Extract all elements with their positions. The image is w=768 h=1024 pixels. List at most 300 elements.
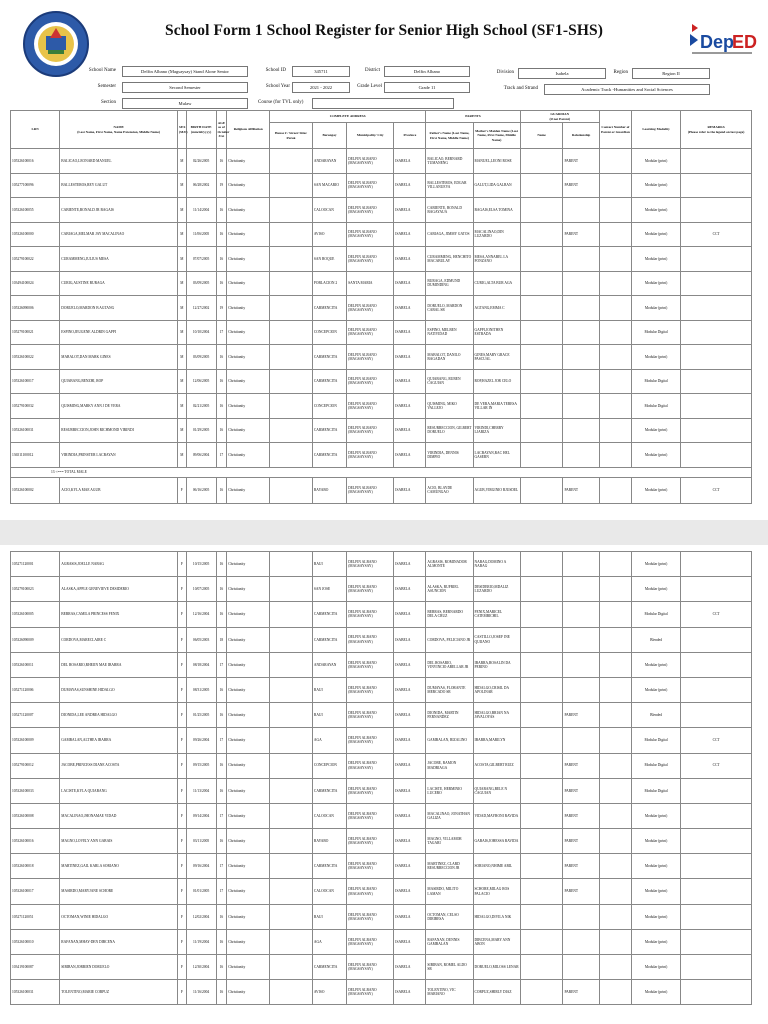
house-cell — [270, 443, 313, 468]
mother-cell: FENIX,MARICEL CATEMBICHIL — [473, 602, 520, 627]
father-cell: ESPINO, MELBEN NATIVIDAD — [426, 320, 473, 345]
lrn-cell: 105279100021 — [11, 320, 60, 345]
remarks-cell — [681, 296, 752, 321]
learning-cell: Modular (print) — [631, 296, 680, 321]
table-row — [11, 222, 752, 247]
age-cell: 16 — [216, 778, 227, 803]
name-cell: MABALOT,DAN MARK GINES — [60, 345, 178, 370]
religion-cell: Christianity — [227, 879, 270, 904]
municipality-cell: DELFIN ALBANO (MAGSAYSAY) — [347, 703, 394, 728]
relationship-cell — [563, 394, 599, 419]
col-parents: PARENTS — [426, 111, 520, 123]
lrn-cell: 105271120001 — [11, 552, 60, 577]
guardian-cell — [520, 677, 563, 702]
province-cell: ISABELA — [394, 703, 426, 728]
guardian-cell — [520, 173, 563, 198]
relationship-cell — [563, 904, 599, 929]
birthdate-cell: 08/31/2005 — [186, 677, 216, 702]
father-cell: ACIO, BLAYDE CAMUNGAO — [426, 477, 473, 503]
religion-cell: Christianity — [227, 552, 270, 577]
barangay-cell: BAUI — [312, 904, 346, 929]
table-row — [11, 198, 752, 223]
name-cell: QUIABANG,BENZHI, ROP — [60, 369, 178, 394]
contact-cell — [599, 627, 631, 652]
father-cell: BALICAO, BERNARD TUMANENG — [426, 149, 473, 174]
barangay-cell: CARMENCITA — [312, 345, 346, 370]
province-cell: ISABELA — [394, 271, 426, 296]
province-cell: ISABELA — [394, 652, 426, 677]
section-field: Mulaw — [122, 98, 248, 109]
guardian-cell — [520, 477, 563, 503]
learning-cell: Modular Digital — [631, 753, 680, 778]
barangay-cell: CARMENCITA — [312, 627, 346, 652]
region-label: Region — [613, 70, 628, 75]
name-cell: SIBIBAN,JORRIEN DORUELO — [60, 955, 178, 980]
house-cell — [270, 929, 313, 954]
name-cell: AGRASIS,JOELLE NABAG — [60, 552, 178, 577]
school-year-field: 2021 - 2022 — [292, 82, 350, 93]
house-cell — [270, 418, 313, 443]
name-cell: QUISMING,MARKY ANN J DE VERA — [60, 394, 178, 419]
sex-cell: F — [178, 728, 187, 753]
remarks-cell — [681, 879, 752, 904]
house-cell — [270, 955, 313, 980]
remarks-cell — [681, 627, 752, 652]
barangay-cell: CARMENCITA — [312, 418, 346, 443]
name-cell: TOLENTINO,MARIE CORPUZ — [60, 980, 178, 1005]
lrn-cell: 105326100017 — [11, 879, 60, 904]
mother-cell: MESA,ANNABEL LA FONZANO — [473, 247, 520, 272]
house-cell — [270, 879, 313, 904]
course-field — [312, 98, 454, 109]
col-municipality: Municipality/ City — [347, 123, 394, 149]
religion-cell: Christianity — [227, 803, 270, 828]
municipality-cell: DELFIN ALBANO (MAGSAYSAY) — [347, 320, 394, 345]
father-cell: DORUELO, MARDON CABAL SR — [426, 296, 473, 321]
age-cell: 17 — [216, 443, 227, 468]
svg-text:ED: ED — [732, 32, 758, 52]
religion-cell: Christianity — [227, 829, 270, 854]
father-cell: TOLENTINO, VIC MARIANO — [426, 980, 473, 1005]
house-cell — [270, 271, 313, 296]
guardian-cell — [520, 803, 563, 828]
name-cell: ACIO,KYLA MAE AGUB — [60, 477, 178, 503]
name-cell: MACALINAO,JHONAMAE VIDAD — [60, 803, 178, 828]
sex-cell: F — [178, 677, 187, 702]
lrn-cell: 105326100011 — [11, 652, 60, 677]
father-cell: BALLESTEROS, EDGAR VILLANUEVA — [426, 173, 473, 198]
religion-cell: Christianity — [227, 222, 270, 247]
father-cell: GAMBALAN, RIZALINO — [426, 728, 473, 753]
father-cell: ALASKA, RUFRIEL ASUNCION — [426, 577, 473, 602]
learning-cell: Modular (print) — [631, 149, 680, 174]
barangay-cell: CARMENCITA — [312, 854, 346, 879]
province-cell: ISABELA — [394, 320, 426, 345]
relationship-cell — [563, 728, 599, 753]
province-cell: ISABELA — [394, 929, 426, 954]
father-cell: MARTINEZ, CLARD RESURRECCION JR — [426, 854, 473, 879]
barangay-cell: CARMENCITA — [312, 602, 346, 627]
lrn-cell: 105326090006 — [11, 296, 60, 321]
sex-cell: F — [178, 753, 187, 778]
contact-cell — [599, 753, 631, 778]
register-table-females — [10, 551, 752, 1005]
relationship-cell — [563, 320, 599, 345]
contact-cell — [599, 854, 631, 879]
age-cell: 16 — [216, 904, 227, 929]
page-gap — [0, 520, 768, 545]
province-cell: ISABELA — [394, 879, 426, 904]
municipality-cell: DELFIN ALBANO (MAGSAYSAY) — [347, 829, 394, 854]
sex-cell: F — [178, 955, 187, 980]
municipality-cell: DELFIN ALBANO (MAGSAYSAY) — [347, 652, 394, 677]
house-cell — [270, 980, 313, 1005]
province-cell: ISABELA — [394, 222, 426, 247]
religion-cell: Christianity — [227, 854, 270, 879]
barangay-cell: SAN MACARIO — [312, 173, 346, 198]
birthdate-cell: 09/14/2004 — [186, 803, 216, 828]
name-cell: MARTINEZ,GAIL KARLA SORIANO — [60, 854, 178, 879]
table-row — [11, 271, 752, 296]
deped-logo — [686, 20, 756, 60]
guardian-cell — [520, 198, 563, 223]
municipality-cell: DELFIN ALBANO (MAGSAYSAY) — [347, 778, 394, 803]
mother-cell: DIBCENA,MARY ANN ABON — [473, 929, 520, 954]
guardian-cell — [520, 652, 563, 677]
house-cell — [270, 577, 313, 602]
sex-cell: M — [178, 345, 187, 370]
mother-cell: BAGAIS,ELSA TOMINA — [473, 198, 520, 223]
mother-cell: AGTANG,EMMA C — [473, 296, 520, 321]
father-cell: BERRAS, BERNARDO DELA CRUZ — [426, 602, 473, 627]
municipality-cell: DELFIN ALBANO (MAGSAYSAY) — [347, 149, 394, 174]
father-cell: MASIRDO, MILITO LAMAN — [426, 879, 473, 904]
lrn-cell: 105326100005 — [11, 602, 60, 627]
relationship-cell — [563, 577, 599, 602]
col-guardian-name: Name — [520, 123, 563, 149]
relationship-cell — [563, 247, 599, 272]
mother-cell: MACALINAO,DIN LUZARDO — [473, 222, 520, 247]
table-row — [11, 345, 752, 370]
mother-cell: CURIG,ALTA BUR AGA — [473, 271, 520, 296]
lrn-cell: 105326100010 — [11, 929, 60, 954]
sex-cell: F — [178, 602, 187, 627]
birthdate-cell: 03/09/2005 — [186, 345, 216, 370]
age-cell: 16 — [216, 222, 227, 247]
relationship-cell — [563, 418, 599, 443]
guardian-cell — [520, 627, 563, 652]
relationship-cell: PARENT — [563, 803, 599, 828]
age-cell: 16 — [216, 369, 227, 394]
house-cell — [270, 677, 313, 702]
age-cell: 17 — [216, 803, 227, 828]
relationship-cell: PARENT — [563, 477, 599, 503]
relationship-cell: PARENT — [563, 222, 599, 247]
father-cell: DIONIDA, MARTIN FERNANDEZ — [426, 703, 473, 728]
municipality-cell: DELFIN ALBANO (MAGSAYSAY) — [347, 627, 394, 652]
age-cell: 19 — [216, 173, 227, 198]
lrn-cell: 105326090009 — [11, 627, 60, 652]
contact-cell — [599, 320, 631, 345]
mother-cell: SORIANO,NHIME ABIL — [473, 854, 520, 879]
learning-cell: Modular (print) — [631, 904, 680, 929]
barangay-cell: BAUI — [312, 677, 346, 702]
municipality-cell: DELFIN ALBANO (MAGSAYSAY) — [347, 904, 394, 929]
lrn-cell: 105326100002 — [11, 477, 60, 503]
province-cell: ISABELA — [394, 803, 426, 828]
age-cell: 16 — [216, 677, 227, 702]
mother-cell: IBARRA,MARILYN — [473, 728, 520, 753]
remarks-cell — [681, 271, 752, 296]
contact-cell — [599, 477, 631, 503]
guardian-cell — [520, 296, 563, 321]
mother-cell: ACOSTA,GILBERT RUIZ — [473, 753, 520, 778]
age-cell: 16 — [216, 577, 227, 602]
grade-level-label: Grade Level — [357, 84, 382, 89]
father-cell: JACOBE, RAMON MADRIAGA — [426, 753, 473, 778]
col-name: NAME (Last Name, First Name, Name Extension, Middle Name) — [60, 111, 178, 149]
mother-cell: AGUB,VIRGINIO RJUSDEL — [473, 477, 520, 503]
relationship-cell — [563, 602, 599, 627]
contact-cell — [599, 577, 631, 602]
relationship-cell — [563, 929, 599, 954]
learning-cell: Modular (print) — [631, 443, 680, 468]
learning-cell: Modular (print) — [631, 198, 680, 223]
sex-cell: M — [178, 394, 187, 419]
age-cell: 16 — [216, 602, 227, 627]
municipality-cell: DELFIN ALBANO (MAGSAYSAY) — [347, 803, 394, 828]
lrn-cell: 105326100033 — [11, 778, 60, 803]
contact-cell — [599, 778, 631, 803]
remarks-cell — [681, 854, 752, 879]
remarks-cell — [681, 345, 752, 370]
name-cell: RAFANAN,MHAY-DEN DIBCENA — [60, 929, 178, 954]
birthdate-cell: 11/06/2005 — [186, 222, 216, 247]
table-row — [11, 980, 752, 1005]
barangay-cell: CALOOCAN — [312, 879, 346, 904]
learning-cell: Modular (print) — [631, 418, 680, 443]
col-learning: Learning Modality — [631, 111, 680, 149]
col-age: AGE as of October 31st — [216, 111, 227, 149]
remarks-cell — [681, 955, 752, 980]
birthdate-cell: 09/06/2004 — [186, 443, 216, 468]
house-cell — [270, 728, 313, 753]
guardian-cell — [520, 728, 563, 753]
remarks-cell — [681, 198, 752, 223]
barangay-cell: CONCEPCION — [312, 320, 346, 345]
birthdate-cell: 12/30/2004 — [186, 955, 216, 980]
municipality-cell: DELFIN ALBANO (MAGSAYSAY) — [347, 753, 394, 778]
father-cell: RESURRECCION, GILBERT DORUELO — [426, 418, 473, 443]
birthdate-cell: 06/05/2003 — [186, 627, 216, 652]
birthdate-cell: 10/15/2005 — [186, 552, 216, 577]
province-cell: ISABELA — [394, 728, 426, 753]
birthdate-cell: 02/21/2005 — [186, 394, 216, 419]
col-birthdate: BIRTH DATE (mm/dd/yyyy) — [186, 111, 216, 149]
house-cell — [270, 778, 313, 803]
guardian-cell — [520, 904, 563, 929]
mother-cell: CASTILLO,JOSEF INE QUIJANO — [473, 627, 520, 652]
guardian-cell — [520, 753, 563, 778]
father-cell: MACALINAO, JONATHAN GALIZA — [426, 803, 473, 828]
house-cell — [270, 198, 313, 223]
name-cell: CABIENTE,RONALD JR BAGAIS — [60, 198, 178, 223]
barangay-cell: CALOOCAN — [312, 198, 346, 223]
col-mother: Mother's Maiden Name (Last Name, First Name, Middle Name) — [473, 123, 520, 149]
birthdate-cell: 12/06/2005 — [186, 369, 216, 394]
name-cell: DEL ROSARIO,RHEJIN MAE IBARRA — [60, 652, 178, 677]
sex-cell: F — [178, 904, 187, 929]
table-row — [11, 829, 752, 854]
relationship-cell: PARENT — [563, 879, 599, 904]
contact-cell — [599, 443, 631, 468]
mother-cell: VIDAD,MAYRONI RAVIDA — [473, 803, 520, 828]
division-field: Isabela — [518, 68, 606, 79]
age-cell: 16 — [216, 955, 227, 980]
contact-cell — [599, 703, 631, 728]
municipality-cell: SANTA MARIA — [347, 271, 394, 296]
house-cell — [270, 627, 313, 652]
remarks-cell: CCT — [681, 753, 752, 778]
name-cell: MAGNO,LOVELY ANN GABAIS — [60, 829, 178, 854]
barangay-cell: SAN ROQUE — [312, 247, 346, 272]
name-cell: OCTOMAN,WINIE HIDALGO — [60, 904, 178, 929]
name-cell: CURIG,AUSTINE BURAGA — [60, 271, 178, 296]
learning-cell: Modular Digital — [631, 778, 680, 803]
house-cell — [270, 904, 313, 929]
religion-cell: Christianity — [227, 980, 270, 1005]
sex-cell: M — [178, 443, 187, 468]
father-cell: CABIENTE, RONALD BAGAYAUA — [426, 198, 473, 223]
lrn-cell: 105271120007 — [11, 703, 60, 728]
sex-cell: F — [178, 703, 187, 728]
barangay-cell: AVISO — [312, 222, 346, 247]
religion-cell: Christianity — [227, 677, 270, 702]
religion-cell: Christianity — [227, 198, 270, 223]
age-cell: 16 — [216, 198, 227, 223]
guardian-cell — [520, 443, 563, 468]
municipality-cell: DELFIN ALBANO (MAGSAYSAY) — [347, 247, 394, 272]
remarks-cell: CCT — [681, 728, 752, 753]
house-cell — [270, 173, 313, 198]
municipality-cell: DELFIN ALBANO (MAGSAYSAY) — [347, 955, 394, 980]
birthdate-cell: 07/07/2005 — [186, 247, 216, 272]
learning-cell: Modular (print) — [631, 803, 680, 828]
mother-cell: ROP,HAZEL JOR CELO — [473, 369, 520, 394]
learning-cell: Modular (print) — [631, 345, 680, 370]
register-table-males — [10, 110, 752, 504]
table-row — [11, 677, 752, 702]
mother-cell: GALUT,LIDA GALBAN — [473, 173, 520, 198]
learning-cell: Modular (print) — [631, 552, 680, 577]
municipality-cell: DELFIN ALBANO (MAGSAYSAY) — [347, 577, 394, 602]
remarks-cell — [681, 394, 752, 419]
learning-cell: Modular (print) — [631, 222, 680, 247]
contact-cell — [599, 829, 631, 854]
lrn-cell: 105279100032 — [11, 394, 60, 419]
school-name-label: School Name — [88, 68, 116, 73]
house-cell — [270, 296, 313, 321]
name-cell: LACISTE,KYLA QUIABANG — [60, 778, 178, 803]
remarks-cell — [681, 443, 752, 468]
barangay-cell: ANDARAYAN — [312, 149, 346, 174]
relationship-cell: PARENT — [563, 753, 599, 778]
father-cell: RAFANAN, DENNIS GAMBALAN — [426, 929, 473, 954]
province-cell: ISABELA — [394, 552, 426, 577]
house-cell — [270, 477, 313, 503]
remarks-cell — [681, 247, 752, 272]
guardian-cell — [520, 369, 563, 394]
remarks-cell — [681, 320, 752, 345]
sex-cell: F — [178, 577, 187, 602]
contact-cell — [599, 247, 631, 272]
province-cell: ISABELA — [394, 247, 426, 272]
guardian-cell — [520, 703, 563, 728]
mother-cell: GINES,MARY GRACE PASCUAL — [473, 345, 520, 370]
age-cell: 16 — [216, 477, 227, 503]
remarks-cell — [681, 652, 752, 677]
mother-cell: HIDALGO,CRISIL DA APOLINAR — [473, 677, 520, 702]
name-cell: DIONIDA,LEE ANDREA HIDALGO — [60, 703, 178, 728]
age-cell: 16 — [216, 345, 227, 370]
religion-cell: Christianity — [227, 173, 270, 198]
municipality-cell: DELFIN ALBANO (MAGSAYSAY) — [347, 345, 394, 370]
table-row — [11, 929, 752, 954]
barangay-cell: AGA — [312, 929, 346, 954]
mother-cell: SCHORE,MILAG ROS PALACIO — [473, 879, 520, 904]
sex-cell: F — [178, 829, 187, 854]
contact-cell — [599, 552, 631, 577]
remarks-cell — [681, 829, 752, 854]
learning-cell: Modular (print) — [631, 980, 680, 1005]
age-cell: 17 — [216, 879, 227, 904]
province-cell: ISABELA — [394, 443, 426, 468]
name-cell: JACOBE,PRINCESS DIANE ACOSTA — [60, 753, 178, 778]
father-cell: MABALOT, DANILO BAGADAN — [426, 345, 473, 370]
municipality-cell: DELFIN ALBANO (MAGSAYSAY) — [347, 929, 394, 954]
lrn-cell: 105326100009 — [11, 728, 60, 753]
lrn-cell: 136511100012 — [11, 443, 60, 468]
age-cell: 18 — [216, 627, 227, 652]
religion-cell: Christianity — [227, 320, 270, 345]
learning-cell: Modular (print) — [631, 271, 680, 296]
total-male-label: 13 <=== TOTAL MALE — [11, 467, 752, 477]
learning-cell: Modular Digital — [631, 728, 680, 753]
col-guardian: GUARDIAN (if not Parent) — [520, 111, 599, 123]
house-cell — [270, 829, 313, 854]
age-cell: 17 — [216, 728, 227, 753]
col-house: House # / Street/ Sitio/ Purok — [270, 123, 313, 149]
learning-cell: Modular (print) — [631, 652, 680, 677]
table-row — [11, 854, 752, 879]
municipality-cell: DELFIN ALBANO (MAGSAYSAY) — [347, 728, 394, 753]
table-row — [11, 627, 752, 652]
table-row — [11, 577, 752, 602]
barangay-cell: AVISO — [312, 980, 346, 1005]
name-cell: RESURRECCION,JOHN RICHMOND VIRINDI — [60, 418, 178, 443]
sex-cell: F — [178, 778, 187, 803]
mother-cell: HIDALGO,DIVILA NIK — [473, 904, 520, 929]
name-cell: BALICAO,LEONARD MANUEL — [60, 149, 178, 174]
religion-cell: Christianity — [227, 929, 270, 954]
birthdate-cell: 01/25/2005 — [186, 703, 216, 728]
col-religion: Religious Affiliation — [227, 111, 270, 149]
age-cell: 16 — [216, 149, 227, 174]
house-cell — [270, 247, 313, 272]
course-label: Course (for TVL only) — [258, 100, 304, 105]
learning-cell: Blended — [631, 627, 680, 652]
col-remarks: REMARKS (Please refer to the legend on last page) — [681, 111, 752, 149]
